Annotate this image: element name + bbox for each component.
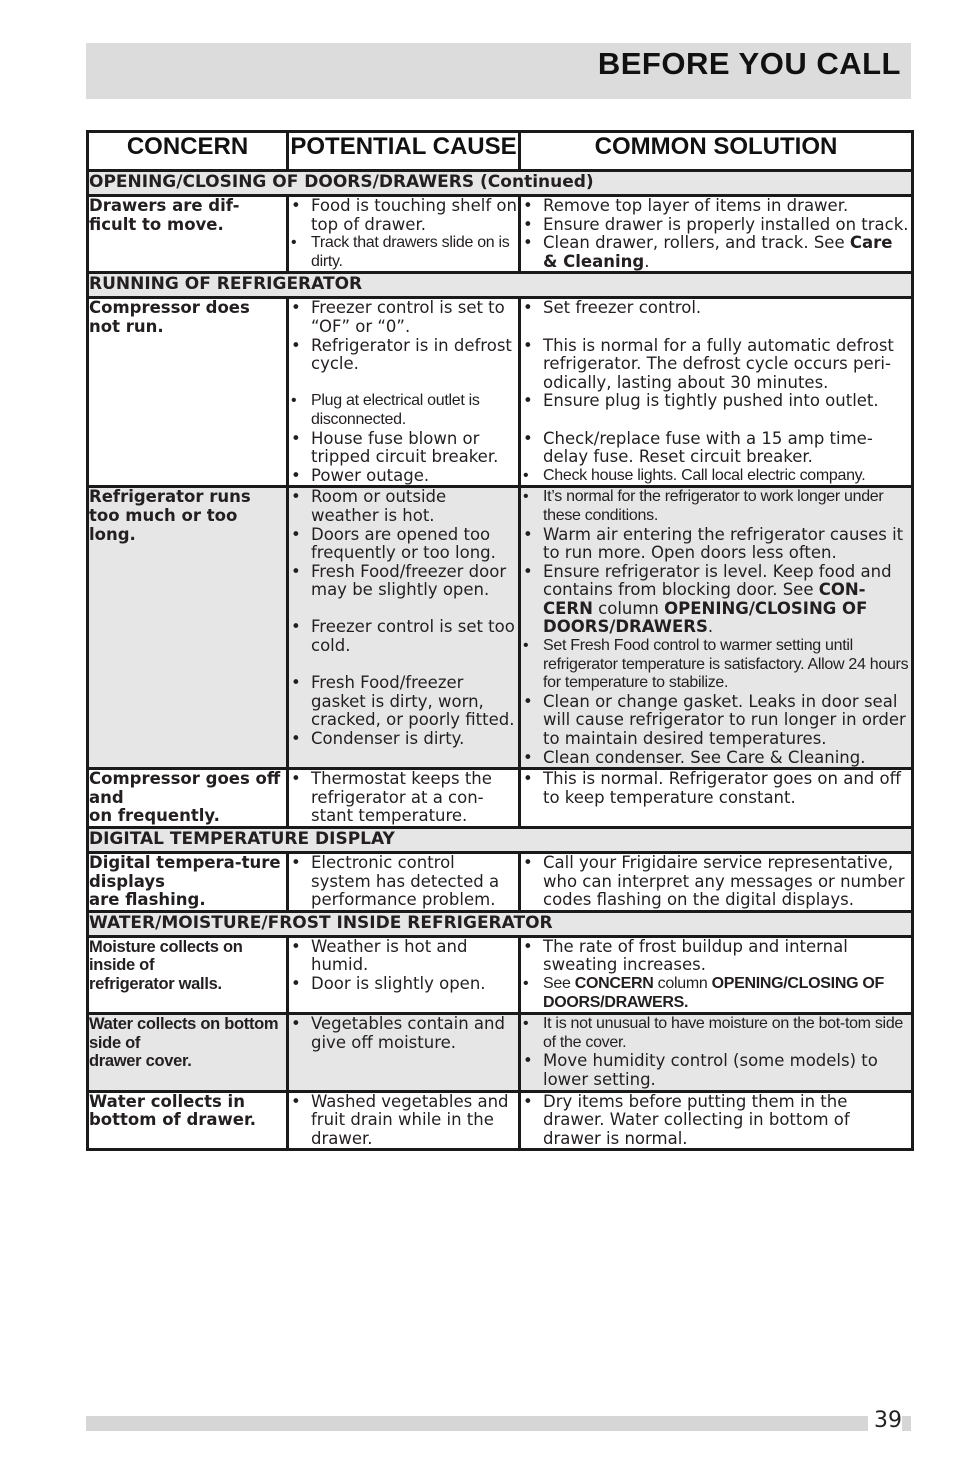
- cause-item: • Door is slightly open.: [289, 975, 518, 994]
- concern-cell: Water collects in bottom of drawer.: [88, 1091, 288, 1150]
- cause-item: • Room or outside weather is hot.: [289, 488, 518, 525]
- column-header-potential-cause: POTENTIAL CAUSE: [288, 132, 520, 171]
- concern-cell: Moisture collects on inside of refrigerator walls.: [88, 936, 288, 1013]
- solution-item: • See CONCERN column OPENING/CLOSING OF DOORS/DRAWERS.: [521, 975, 911, 1012]
- cause-item: • Electronic control system has detected a performance problem.: [289, 854, 518, 910]
- solution-item: • Check/replace fuse with a 15 amp time-delay fuse. Reset circuit breaker.: [521, 430, 911, 467]
- solution-item: • Ensure plug is tightly pushed into outlet.: [521, 392, 911, 411]
- section-header: OPENING/CLOSING OF DOORS/DRAWERS (Continued): [88, 171, 913, 196]
- concern-cell: Compressor goes off and on frequently.: [88, 769, 288, 828]
- solution-item: • Move humidity control (some models) to lower setting.: [521, 1052, 911, 1089]
- column-header-row: [88, 132, 913, 171]
- cause-item: • Washed vegetables and fruit drain while in the drawer.: [289, 1093, 518, 1149]
- section-header: WATER/MOISTURE/FROST INSIDE REFRIGERATOR: [88, 911, 913, 936]
- footer-bar: [86, 1416, 911, 1431]
- cause-item: • Vegetables contain and give off moisture.: [289, 1015, 518, 1052]
- cause-cell: [288, 1014, 520, 1091]
- cause-item: • Condenser is dirty.: [289, 730, 518, 749]
- solution-item: • Set Fresh Food control to warmer setting until refrigerator temperature is satisfactory. Allow 24 hours for temperature to stabilize.: [521, 637, 911, 693]
- solution-item: • It is not unusual to have moisture on the bot-tom side of the cover.: [521, 1015, 911, 1052]
- solution-item: • It’s normal for the refrigerator to work longer under these conditions.: [521, 488, 911, 525]
- solution-cell: [520, 936, 913, 1013]
- table-row: [88, 1014, 913, 1091]
- solution-item: • Set freezer control.: [521, 299, 911, 318]
- section-header: RUNNING OF REFRIGERATOR: [88, 273, 913, 298]
- solution-cell: [520, 487, 913, 769]
- solution-item: • Check house lights. Call local electric company.: [521, 467, 911, 486]
- solution-item: • Remove top layer of items in drawer.: [521, 197, 911, 216]
- solution-item: • The rate of frost buildup and internal sweating increases.: [521, 938, 911, 975]
- cause-cell: [288, 298, 520, 487]
- table-row: [88, 196, 913, 273]
- solution-cell: [520, 853, 913, 912]
- table-row: [88, 487, 913, 769]
- table-row: [88, 769, 913, 828]
- cause-item: • Refrigerator is in defrost cycle.: [289, 337, 518, 374]
- solution-cell: [520, 1091, 913, 1150]
- troubleshooting-table: [86, 130, 914, 1151]
- cause-cell: [288, 1091, 520, 1150]
- concern-cell: Compressor does not run.: [88, 298, 288, 487]
- cause-cell: [288, 769, 520, 828]
- header-bar: [86, 43, 911, 99]
- cause-item: • Doors are opened too frequently or too long.: [289, 526, 518, 563]
- cause-item: • Fresh Food/freezer door may be slightly open.: [289, 563, 518, 600]
- solution-item: • Call your Frigidaire service representative, who can interpret any messages or number codes flashing on the digital displays.: [521, 854, 911, 910]
- solution-cell: [520, 1014, 913, 1091]
- solution-item: • Dry items before putting them in the drawer. Water collecting in bottom of drawer is normal.: [521, 1093, 911, 1149]
- solution-cell: [520, 196, 913, 273]
- cause-cell: [288, 936, 520, 1013]
- cause-item: • Freezer control is set too cold.: [289, 618, 518, 655]
- table-row: [88, 298, 913, 487]
- solution-cell: [520, 298, 913, 487]
- concern-cell: Water collects on bottom side of drawer cover.: [88, 1014, 288, 1091]
- cause-item: • Freezer control is set to “OF” or “0”.: [289, 299, 518, 336]
- concern-cell: Drawers are dif- ficult to move.: [88, 196, 288, 273]
- concern-cell: Refrigerator runs too much or too long.: [88, 487, 288, 769]
- page-number: 39: [868, 1408, 902, 1433]
- cause-cell: [288, 196, 520, 273]
- solution-item: • This is normal for a fully automatic defrost refrigerator. The defrost cycle occurs peri-odically, lasting about 30 minutes.: [521, 337, 911, 393]
- cause-item: • House fuse blown or tripped circuit breaker.: [289, 430, 518, 467]
- column-header-concern: CONCERN: [88, 132, 288, 171]
- cause-item: • Track that drawers slide on is dirty.: [289, 234, 518, 271]
- cause-cell: [288, 487, 520, 769]
- solution-item: • Warm air entering the refrigerator causes it to run more. Open doors less often.: [521, 526, 911, 563]
- table-row: [88, 1091, 913, 1150]
- cause-item: • Thermostat keeps the refrigerator at a con-stant temperature.: [289, 770, 518, 826]
- solution-item: • Clean drawer, rollers, and track. See Care & Cleaning.: [521, 234, 911, 271]
- cause-item: • Power outage.: [289, 467, 518, 486]
- column-header-common-solution: COMMON SOLUTION: [520, 132, 913, 171]
- table-row: [88, 936, 913, 1013]
- cause-item: • Weather is hot and humid.: [289, 938, 518, 975]
- section-header: DIGITAL TEMPERATURE DISPLAY: [88, 828, 913, 853]
- cause-cell: [288, 853, 520, 912]
- cause-item: • Food is touching shelf on top of drawer.: [289, 197, 518, 234]
- concern-cell: Digital tempera-ture displays are flashing.: [88, 853, 288, 912]
- cause-item: • Plug at electrical outlet is disconnected.: [289, 392, 518, 429]
- table-row: [88, 853, 913, 912]
- solution-item: • This is normal. Refrigerator goes on and off to keep temperature constant.: [521, 770, 911, 807]
- solution-item: • Ensure refrigerator is level. Keep food and contains from blocking door. See CON-CERN column OPENING/CLOSING OF DOORS/DRAWERS.: [521, 563, 911, 637]
- page-title: BEFORE YOU CALL: [597, 46, 901, 81]
- solution-item: • Ensure drawer is properly installed on track.: [521, 216, 911, 235]
- solution-cell: [520, 769, 913, 828]
- solution-item: • Clean or change gasket. Leaks in door seal will cause refrigerator to run longer in order to maintain desired temperatures.: [521, 693, 911, 749]
- solution-item: • Clean condenser. See Care & Cleaning.: [521, 749, 911, 768]
- cause-item: • Fresh Food/freezer gasket is dirty, worn, cracked, or poorly fitted.: [289, 674, 518, 730]
